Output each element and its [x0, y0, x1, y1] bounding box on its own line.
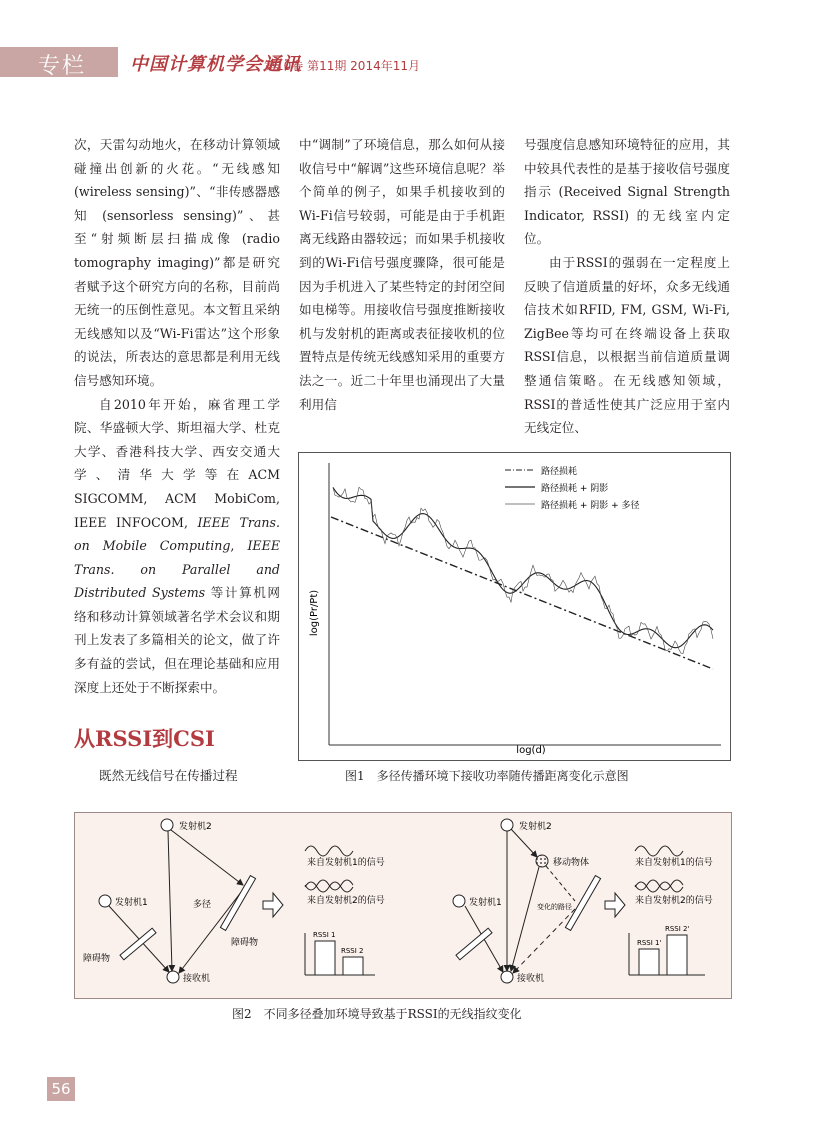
legend-label-3: 路径损耗 + 阴影 + 多径	[541, 501, 640, 511]
tx1-node	[99, 895, 111, 907]
series-path-loss	[331, 517, 713, 669]
legend-label-1: 路径损耗	[541, 467, 578, 477]
arrow-icon-after	[605, 893, 625, 917]
moving-object	[536, 855, 548, 867]
series-multipath	[333, 487, 713, 653]
x-axis-label: log(d)	[516, 745, 546, 756]
page-number: 56	[47, 1077, 75, 1101]
tx1-label-after: 发射机1	[469, 898, 502, 908]
legend-label-2: 路径损耗 + 阴影	[541, 484, 609, 494]
figure-1	[298, 452, 731, 761]
section-tab	[0, 47, 118, 77]
rx-label: 接收机	[183, 974, 211, 984]
figure-1-caption: 图1 多径传播环境下接收功率随传播距离变化示意图	[345, 769, 629, 783]
issue-info: 第10卷 第11期 2014年11月	[264, 59, 420, 73]
legend	[505, 465, 640, 511]
figure-1-chart	[299, 453, 730, 760]
sig1-label-after: 来自发射机1的信号	[635, 858, 713, 868]
rssi1-label: RSSI 1	[313, 931, 336, 939]
moving-label: 移动物体	[553, 858, 590, 868]
tx1-node-after	[453, 895, 465, 907]
y-axis-label: log(Pr/Pt)	[309, 589, 320, 637]
col3-paragraph-1: 号强度信息感知环境特征的应用，其中较具代表性的是基于接收信号强度指示 (Received Signal Strength Indicator, RSSI) 的无线室内定位。	[524, 137, 730, 247]
col3-paragraph-2: 由于RSSI的强弱在一定程度上反映了信道质量的好坏，众多无线通信技术如RFID, FM, GSM, Wi-Fi, ZigBee等均可在终端设备上获取RSSI信息，以根据当前信道质量调整通信策略。在无线感知领域，RSSI的普适性使其广泛应用于室内无线定位、	[524, 254, 730, 436]
column-3	[524, 133, 730, 440]
rssi2p-label: RSSI 2'	[665, 925, 690, 933]
figure-2	[74, 812, 732, 999]
rssi1-bar	[315, 941, 335, 975]
col1-p2-text-a: 自2010年开始，麻省理工学院、华盛顿大学、斯坦福大学、杜克大学、香港科技大学、西安交通大学、清华大学等在ACM SIGCOMM, ACM MobiCom, IEEE INFOCOM,	[74, 396, 280, 530]
section-heading: 从RSSI到CSI	[74, 726, 215, 751]
col1-p2-journal-2: IEEE Trans. on Parallel and Distributed Systems	[74, 538, 281, 601]
section-label: 专栏	[38, 54, 87, 79]
tx2-label: 发射机2	[179, 822, 212, 832]
tx2-node	[161, 819, 173, 831]
sig1-label: 来自发射机1的信号	[307, 858, 385, 868]
obstacle-left	[120, 928, 156, 960]
section-lead: 既然无线信号在传播过程	[99, 768, 238, 783]
scene-after	[453, 819, 601, 984]
obstacle-label-right: 障碍物	[231, 938, 259, 948]
col1-p2-sep: ,	[230, 538, 248, 554]
tx2-label-after: 发射机2	[519, 822, 552, 832]
obstacle-label-left: 障碍物	[83, 954, 111, 964]
rssi1p-bar	[639, 949, 659, 975]
figure-2-caption: 图2 不同多径叠加环境导致基于RSSI的无线指纹变化	[232, 1007, 522, 1021]
rx-node-after	[501, 971, 513, 983]
arrow-icon	[263, 893, 283, 917]
multipath-label: 多径	[193, 900, 212, 910]
rx-label-after: 接收机	[517, 974, 545, 984]
series-shadowing	[333, 487, 713, 647]
col1-p2-journal-1: IEEE Trans. on Mobile Computing	[74, 514, 280, 554]
tx1-label: 发射机1	[115, 898, 148, 908]
signals-after	[629, 846, 713, 975]
changed-path-label: 变化的路径	[537, 903, 572, 911]
signals-before	[305, 846, 385, 975]
figure-2-diagram	[75, 813, 731, 998]
col1-paragraph-2	[74, 393, 280, 700]
column-2	[299, 133, 505, 416]
rssi2-label: RSSI 2	[341, 947, 364, 955]
scene-before	[83, 819, 258, 984]
rssi1p-label: RSSI 1'	[637, 939, 662, 947]
col2-paragraph-1: 中“调制”了环境信息，那么如何从接收信号中“解调”这些环境信息呢？举个简单的例子，如果手机接收到的Wi-Fi信号较弱，可能是由于手机距离无线路由器较远；而如果手机接收到的Wi-Fi信号强度骤降，很可能是因为手机进入了某些特定的封闭空间如电梯等。用接收信号强度推断接收机与发射机的距离或表征接收机的位置特点是传统无线感知采用的重要方法之一。近二十年里也涌现出了大量利用信	[299, 137, 505, 412]
col1-paragraph-1: 次，天雷勾动地火，在移动计算领域碰撞出创新的火花。“无线感知 (wireless sensing)”、“非传感器感知 (sensorless sensing)”、甚至“射频断层扫描成像 (radio tomography imaging)”都是研究者赋予这个研究方向的名称，目前尚无统一的压倒性意见。本文暂且采纳无线感知以及“Wi-Fi雷达”这个形象的说法，所表达的意思都是利用无线信号感知环境。	[74, 137, 280, 388]
col1-p2-text-c: 等计算机网络和移动计算领域著名学术会议和期刊上发表了多篇相关的论文，做了许多有益的尝试，但在理论基础和应用深度上还处于不断探索中。	[74, 585, 280, 695]
rssi2-bar	[343, 957, 363, 975]
rssi2p-bar	[667, 935, 687, 975]
sig2-label: 来自发射机2的信号	[307, 896, 385, 906]
obstacle-right	[220, 876, 255, 931]
journal-name: 中国计算机学会通讯	[130, 54, 301, 75]
rx-node	[167, 971, 179, 983]
sig2-label-after: 来自发射机2的信号	[635, 896, 713, 906]
column-1	[74, 133, 280, 699]
